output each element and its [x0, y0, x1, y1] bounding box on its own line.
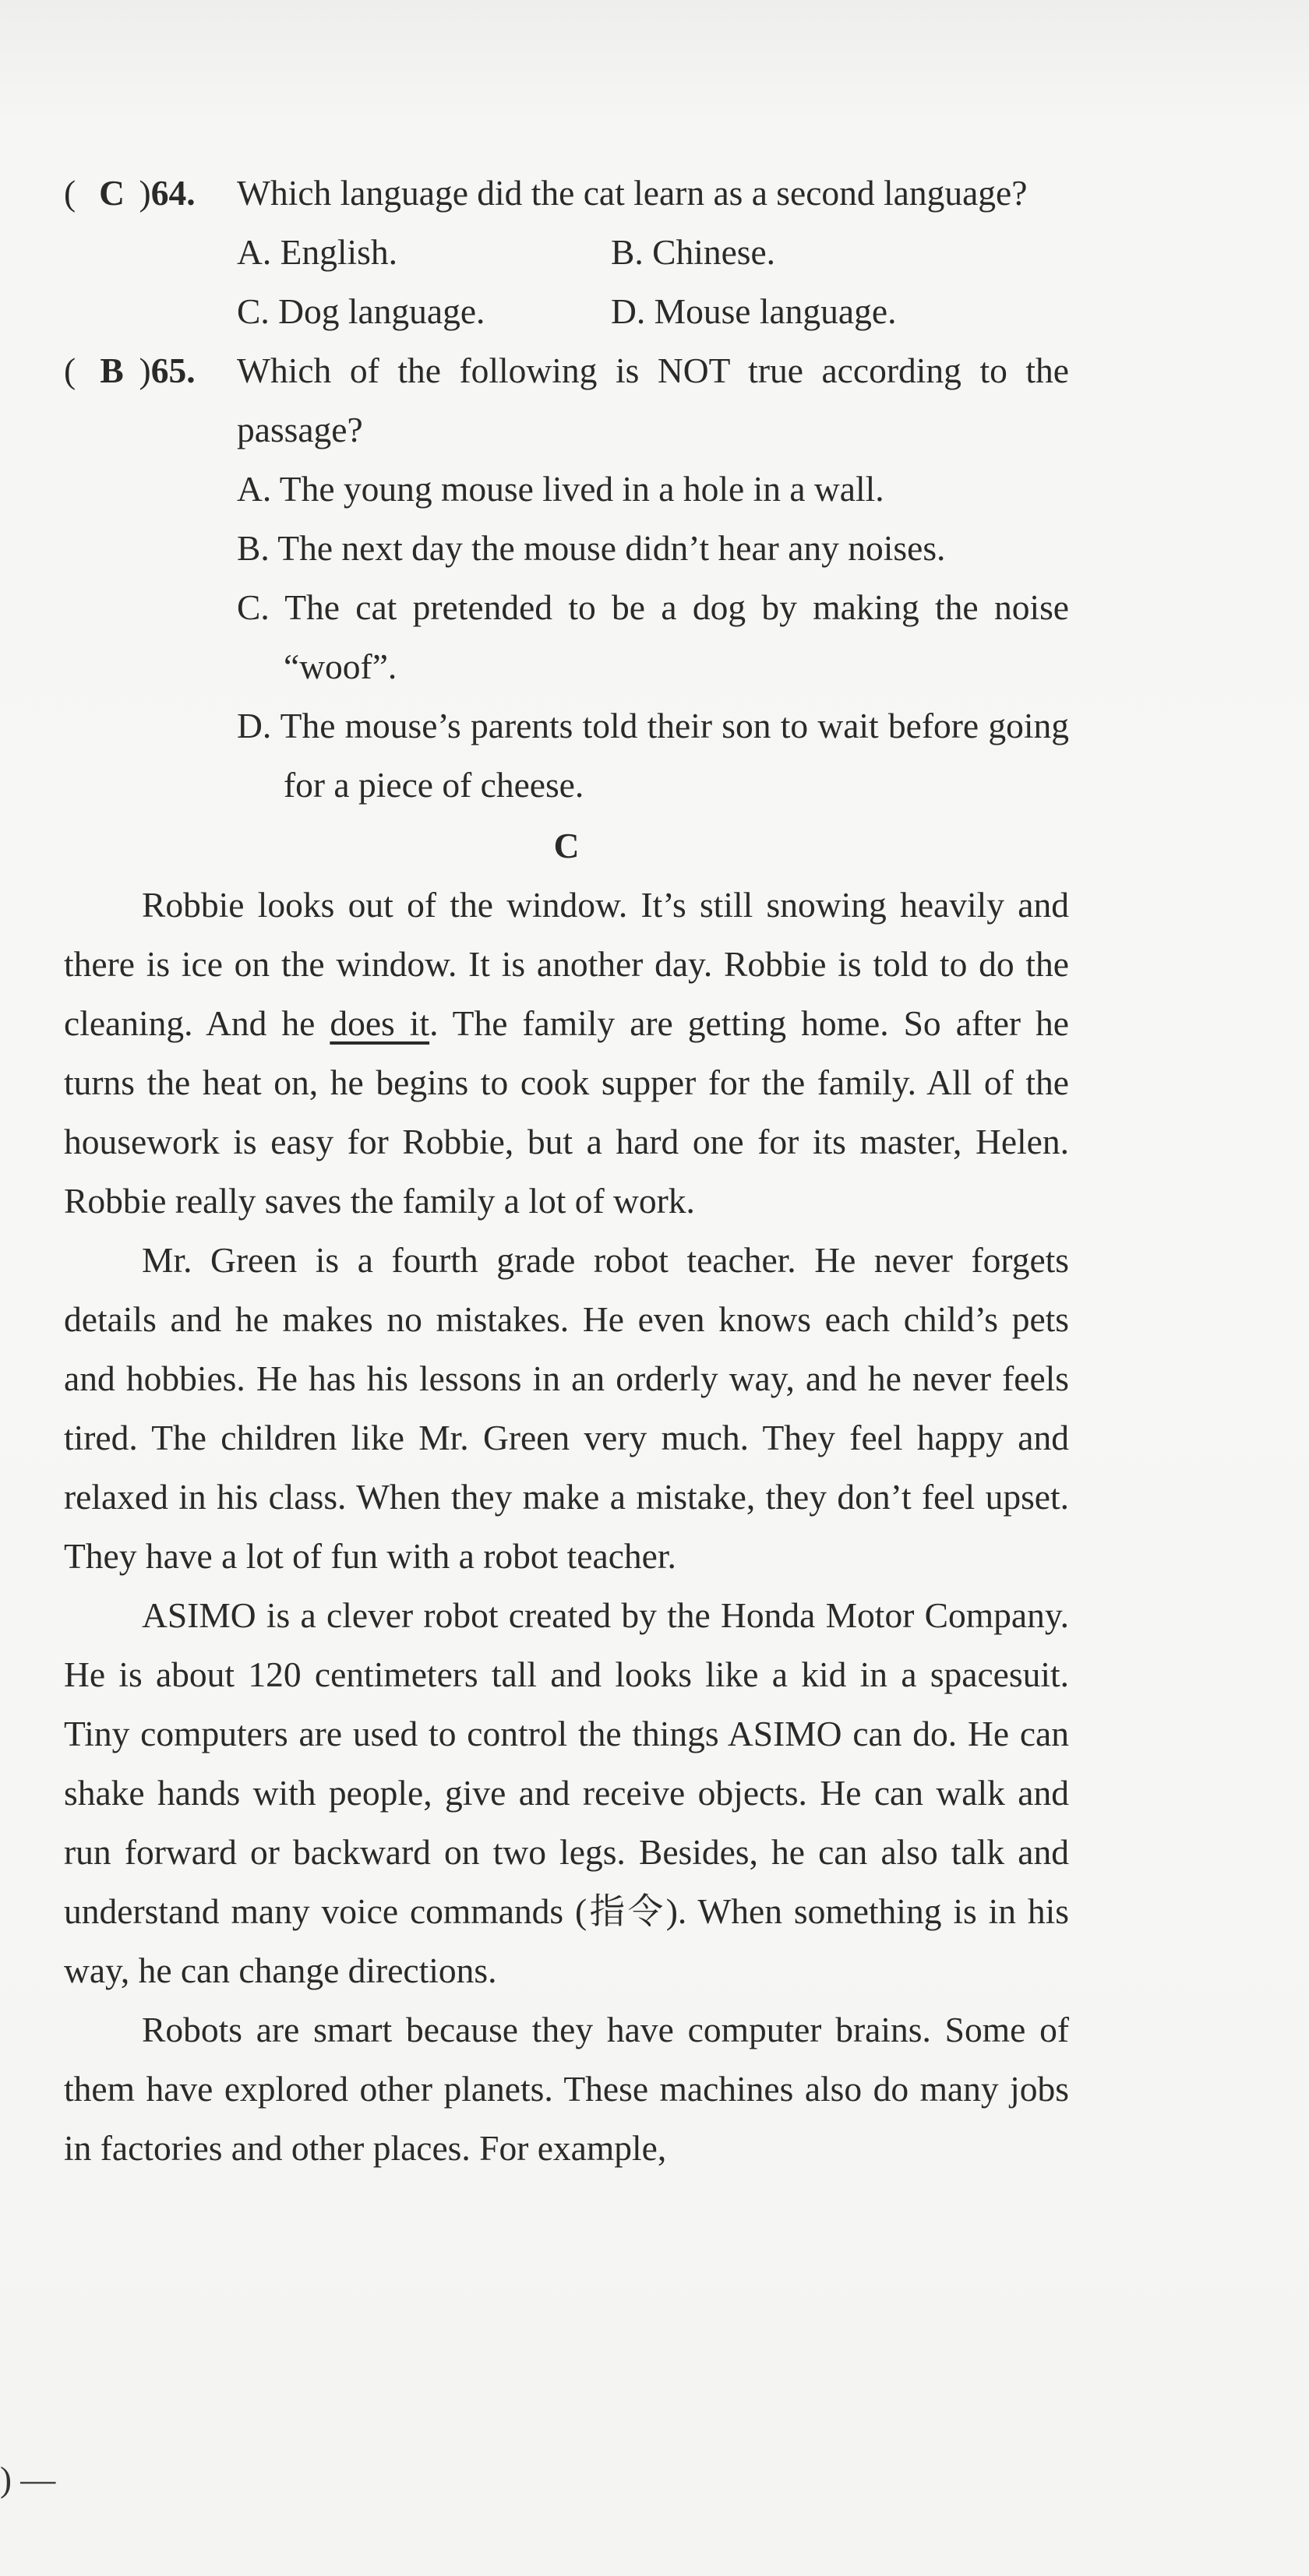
section-c-paragraph-2: Mr. Green is a fourth grade robot teacher. He never forgets details and he makes no mistakes. He even knows each child’s pets and hobbies. He has his lessons in an orderly way, and he never feels tired. The children like Mr. Green very much. They feel happy and relaxed in his class. When they make a mistake, they don’t feel upset. They have a lot of fun with a robot teacher.	[64, 1240, 1069, 1576]
question-64-options	[64, 223, 1069, 341]
question-65-stem: Which of the following is NOT true according to the passage?	[237, 351, 1069, 449]
question-65	[64, 341, 1069, 815]
question-65-number: 65.	[150, 351, 196, 390]
question-64-option-c: C. Dog language.	[237, 291, 485, 331]
paragraph-1-underlined-phrase: does it	[330, 1003, 430, 1043]
question-65-head: ( B )65.	[64, 341, 196, 400]
question-65-option-c: C. The cat pretended to be a dog by making the noise “woof”.	[237, 587, 1069, 686]
question-64-option-b: B. Chinese.	[611, 232, 776, 272]
paragraph-1-text-after: . The family are getting home. So after he turns the heat on, he begins to cook supper for the family. All of the housework is easy for Robbie, but a hard one for its master, Helen. Robbie really saves the family a lot of work.	[64, 1003, 1070, 1221]
question-65-row	[64, 341, 1069, 460]
question-64-option-a: A. English.	[237, 232, 398, 272]
question-64-row	[64, 164, 1069, 223]
section-c-paragraph-4: Robots are smart because they have computer brains. Some of them have explored other planets. These machines also do many jobs in factories and other places. For example,	[64, 2010, 1069, 2168]
section-c-title: C	[553, 826, 580, 865]
section-c-paragraph-3: ASIMO is a clever robot created by the Honda Motor Company. He is about 120 centimeters tall and looks like a kid in a spacesuit. Tiny computers are used to control the things ASIMO can do. He can shake hands with people, give and receive objects. He can walk and run forward or backward on two legs. Besides, he can also talk and understand many voice commands (指令). When something is in his way, he can change directions.	[64, 1595, 1069, 1990]
question-64-answer: C	[99, 173, 125, 213]
paragraph-1-text-before: Robbie looks out of the window. It’s still snowing heavily and there is ice on the window. It is another day. Robbie is told to do the cleaning. And he	[64, 885, 1069, 1043]
question-65-answer: B	[100, 351, 124, 390]
question-64	[64, 164, 1069, 341]
question-65-option-a: A. The young mouse lived in a hole in a wall.	[237, 469, 884, 509]
worksheet-content	[64, 164, 1069, 2178]
question-64-number: 64.	[150, 173, 196, 213]
question-65-option-d: D. The mouse’s parents told their son to wait before going for a piece of cheese.	[237, 706, 1069, 805]
question-64-option-d: D. Mouse language.	[611, 291, 897, 331]
question-64-head: ( C )64.	[64, 164, 196, 223]
page-number-mark: ) —	[0, 2460, 56, 2499]
section-c-paragraph-1	[64, 876, 1069, 1231]
question-65-option-b: B. The next day the mouse didn’t hear any noises.	[237, 528, 946, 568]
question-65-options	[64, 460, 1069, 815]
question-64-stem: Which language did the cat learn as a second language?	[237, 173, 1028, 213]
